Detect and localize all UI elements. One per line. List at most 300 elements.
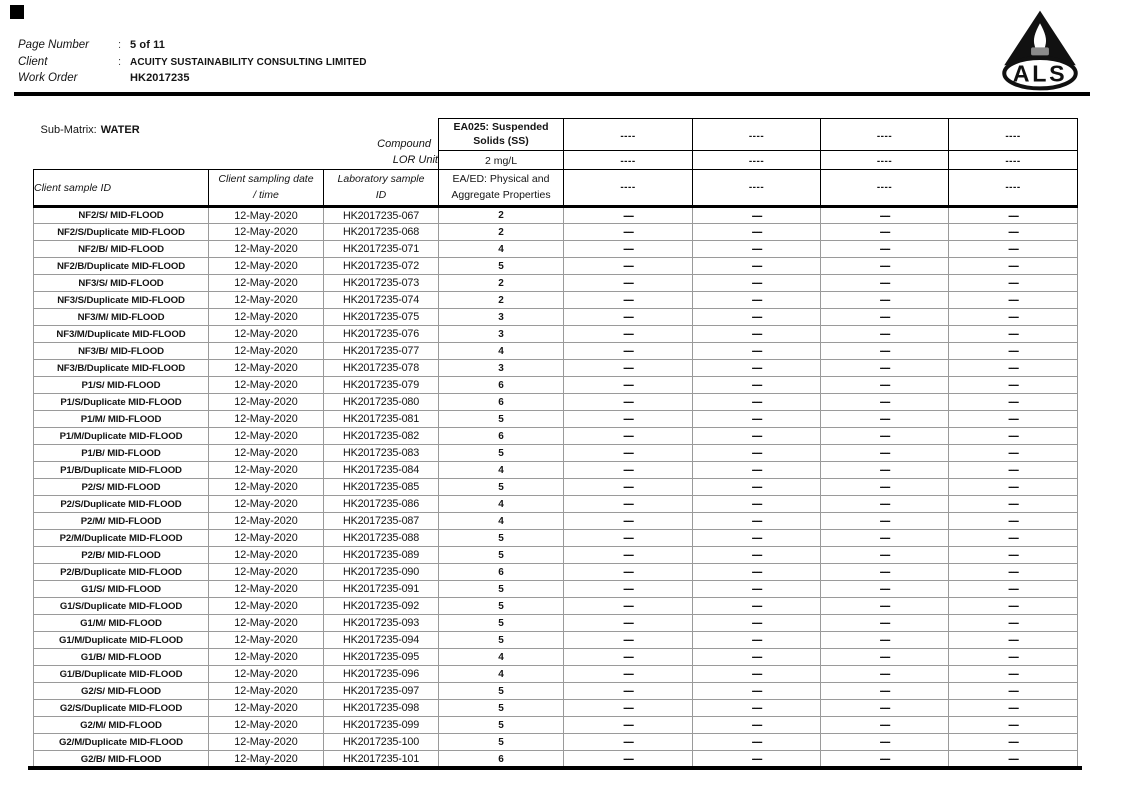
empty-result: ---- bbox=[949, 462, 1078, 479]
table-row bbox=[34, 309, 1078, 326]
client-sampling-date: 12-May-2020 bbox=[209, 649, 324, 666]
empty-result: ---- bbox=[949, 377, 1078, 394]
placeholder-dashes: ---- bbox=[620, 130, 636, 142]
empty-result: ---- bbox=[693, 479, 821, 496]
placeholder-dashes: ---- bbox=[748, 130, 765, 142]
empty-result: ---- bbox=[564, 445, 693, 462]
empty-result: ---- bbox=[821, 479, 949, 496]
empty-lor-unit bbox=[693, 151, 821, 170]
empty-result: ---- bbox=[693, 360, 821, 377]
laboratory-sample-id: HK2017235-097 bbox=[324, 683, 439, 700]
empty-result: ---- bbox=[949, 445, 1078, 462]
client-sampling-date: 12-May-2020 bbox=[209, 360, 324, 377]
suspended-solids-value: 3 bbox=[439, 326, 564, 343]
suspended-solids-value: 6 bbox=[439, 751, 564, 768]
table-row bbox=[34, 496, 1078, 513]
suspended-solids-value: 6 bbox=[439, 564, 564, 581]
empty-result: ---- bbox=[564, 275, 693, 292]
client-sample-id: G2/B/ MID-FLOOD bbox=[34, 751, 209, 768]
suspended-solids-value: 4 bbox=[439, 343, 564, 360]
empty-result: ---- bbox=[564, 309, 693, 326]
empty-result: ---- bbox=[949, 479, 1078, 496]
suspended-solids-value: 5 bbox=[439, 598, 564, 615]
empty-result: ---- bbox=[949, 632, 1078, 649]
table-row bbox=[34, 445, 1078, 462]
empty-result: ---- bbox=[821, 258, 949, 275]
suspended-solids-value: 5 bbox=[439, 258, 564, 275]
empty-result: ---- bbox=[564, 564, 693, 581]
separator: : bbox=[118, 39, 122, 51]
empty-lor-unit bbox=[821, 151, 949, 170]
client-sampling-date: 12-May-2020 bbox=[209, 564, 324, 581]
empty-result: ---- bbox=[693, 632, 821, 649]
scan-corner-mark bbox=[10, 5, 24, 19]
lor-unit-row bbox=[34, 151, 1078, 170]
client-sampling-date: 12-May-2020 bbox=[209, 615, 324, 632]
table-row bbox=[34, 649, 1078, 666]
empty-result: ---- bbox=[693, 445, 821, 462]
laboratory-sample-id: HK2017235-089 bbox=[324, 547, 439, 564]
laboratory-sample-id: HK2017235-079 bbox=[324, 377, 439, 394]
results-table bbox=[33, 118, 1078, 768]
empty-result: ---- bbox=[949, 581, 1078, 598]
empty-result: ---- bbox=[821, 241, 949, 258]
table-row bbox=[34, 717, 1078, 734]
empty-result: ---- bbox=[949, 343, 1078, 360]
suspended-solids-value: 4 bbox=[439, 462, 564, 479]
client-sampling-date: 12-May-2020 bbox=[209, 462, 324, 479]
method-line2: Aggregate Properties bbox=[451, 188, 551, 201]
suspended-solids-value: 2 bbox=[439, 207, 564, 224]
lab-id-line2: ID bbox=[375, 188, 387, 201]
empty-result: ---- bbox=[949, 292, 1078, 309]
client-sampling-date: 12-May-2020 bbox=[209, 445, 324, 462]
client-sampling-date: 12-May-2020 bbox=[209, 700, 324, 717]
empty-result: ---- bbox=[949, 598, 1078, 615]
compound-header-row bbox=[34, 119, 1078, 151]
empty-result: ---- bbox=[949, 275, 1078, 292]
client-sampling-date: 12-May-2020 bbox=[209, 224, 324, 241]
lor-unit-value: 2 mg/L bbox=[484, 155, 518, 167]
suspended-solids-value: 3 bbox=[439, 360, 564, 377]
empty-result: ---- bbox=[821, 530, 949, 547]
placeholder-dashes: ---- bbox=[748, 156, 765, 167]
client-sample-id: NF3/M/Duplicate MID-FLOOD bbox=[34, 326, 209, 343]
suspended-solids-value: 5 bbox=[439, 445, 564, 462]
empty-result: ---- bbox=[821, 394, 949, 411]
laboratory-sample-id: HK2017235-091 bbox=[324, 581, 439, 598]
table-row bbox=[34, 241, 1078, 258]
table-row bbox=[34, 326, 1078, 343]
table-row bbox=[34, 428, 1078, 445]
client-sampling-date: 12-May-2020 bbox=[209, 496, 324, 513]
empty-result: ---- bbox=[564, 411, 693, 428]
table-row bbox=[34, 632, 1078, 649]
page-number-row bbox=[18, 39, 367, 56]
laboratory-sample-id: HK2017235-078 bbox=[324, 360, 439, 377]
empty-result: ---- bbox=[693, 224, 821, 241]
laboratory-sample-id: HK2017235-082 bbox=[324, 428, 439, 445]
empty-result: ---- bbox=[564, 224, 693, 241]
laboratory-sample-id: HK2017235-080 bbox=[324, 394, 439, 411]
sampling-date-line2: / time bbox=[253, 188, 279, 201]
client-sample-id: NF3/S/ MID-FLOOD bbox=[34, 275, 209, 292]
placeholder-dashes: ---- bbox=[876, 130, 893, 142]
suspended-solids-value: 5 bbox=[439, 683, 564, 700]
lab-id-line1: Laboratory sample bbox=[337, 173, 425, 186]
lor-unit-row-label: LOR Unit bbox=[392, 153, 438, 166]
placeholder-dashes: ---- bbox=[620, 156, 636, 167]
laboratory-sample-id: HK2017235-095 bbox=[324, 649, 439, 666]
empty-result: ---- bbox=[693, 394, 821, 411]
empty-analyte-header bbox=[821, 119, 949, 151]
empty-result: ---- bbox=[693, 700, 821, 717]
header-divider-rule bbox=[14, 92, 1090, 96]
table-row bbox=[34, 377, 1078, 394]
empty-result: ---- bbox=[564, 360, 693, 377]
client-sampling-date: 12-May-2020 bbox=[209, 241, 324, 258]
empty-result: ---- bbox=[564, 632, 693, 649]
client-sample-id: NF2/S/ MID-FLOOD bbox=[34, 207, 209, 224]
client-sample-id: G1/S/ MID-FLOOD bbox=[34, 581, 209, 598]
empty-result: ---- bbox=[564, 377, 693, 394]
work-order-label: Work Order bbox=[18, 72, 78, 84]
placeholder-dashes: ---- bbox=[1005, 181, 1021, 193]
client-sample-id: G2/M/Duplicate MID-FLOOD bbox=[34, 734, 209, 751]
table-row bbox=[34, 734, 1078, 751]
table-row bbox=[34, 683, 1078, 700]
placeholder-dashes: ---- bbox=[876, 181, 893, 193]
laboratory-sample-id: HK2017235-090 bbox=[324, 564, 439, 581]
table-row bbox=[34, 666, 1078, 683]
empty-result: ---- bbox=[949, 700, 1078, 717]
empty-analyte-header bbox=[564, 119, 693, 151]
empty-result: ---- bbox=[693, 734, 821, 751]
empty-result: ---- bbox=[693, 598, 821, 615]
placeholder-dashes: ---- bbox=[876, 156, 893, 167]
client-sample-id: P2/B/ MID-FLOOD bbox=[34, 547, 209, 564]
method-line1: EA/ED: Physical and bbox=[452, 173, 550, 186]
suspended-solids-value: 2 bbox=[439, 224, 564, 241]
table-row bbox=[34, 411, 1078, 428]
laboratory-sample-id: HK2017235-071 bbox=[324, 241, 439, 258]
client-sampling-date: 12-May-2020 bbox=[209, 683, 324, 700]
laboratory-sample-id: HK2017235-094 bbox=[324, 632, 439, 649]
empty-result: ---- bbox=[821, 717, 949, 734]
client-sample-id: G1/B/Duplicate MID-FLOOD bbox=[34, 666, 209, 683]
empty-result: ---- bbox=[821, 564, 949, 581]
empty-result: ---- bbox=[693, 666, 821, 683]
work-order-value: HK2017235 bbox=[130, 72, 190, 84]
empty-result: ---- bbox=[821, 343, 949, 360]
empty-method-header bbox=[949, 170, 1078, 207]
suspended-solids-value: 5 bbox=[439, 411, 564, 428]
client-sampling-date: 12-May-2020 bbox=[209, 666, 324, 683]
suspended-solids-value: 5 bbox=[439, 530, 564, 547]
empty-method-header bbox=[821, 170, 949, 207]
empty-result: ---- bbox=[564, 326, 693, 343]
table-row bbox=[34, 258, 1078, 275]
empty-result: ---- bbox=[949, 717, 1078, 734]
empty-method-header bbox=[564, 170, 693, 207]
empty-result: ---- bbox=[949, 683, 1078, 700]
table-row bbox=[34, 224, 1078, 241]
empty-result: ---- bbox=[949, 513, 1078, 530]
client-sampling-date: 12-May-2020 bbox=[209, 632, 324, 649]
laboratory-sample-id: HK2017235-096 bbox=[324, 666, 439, 683]
empty-result: ---- bbox=[564, 598, 693, 615]
empty-analyte-header bbox=[693, 119, 821, 151]
analyte-name-line2: Solids (SS) bbox=[473, 134, 529, 147]
suspended-solids-value: 5 bbox=[439, 734, 564, 751]
client-sample-id: G1/M/Duplicate MID-FLOOD bbox=[34, 632, 209, 649]
empty-result: ---- bbox=[693, 241, 821, 258]
empty-result: ---- bbox=[693, 377, 821, 394]
laboratory-sample-id: HK2017235-081 bbox=[324, 411, 439, 428]
empty-result: ---- bbox=[949, 615, 1078, 632]
als-logo-text: ALS bbox=[1012, 60, 1068, 87]
suspended-solids-value: 5 bbox=[439, 615, 564, 632]
laboratory-sample-id: HK2017235-087 bbox=[324, 513, 439, 530]
laboratory-sample-id: HK2017235-085 bbox=[324, 479, 439, 496]
client-sampling-date: 12-May-2020 bbox=[209, 292, 324, 309]
empty-result: ---- bbox=[693, 717, 821, 734]
empty-result: ---- bbox=[564, 751, 693, 768]
col-header-client-sample-id: Client sample ID bbox=[34, 170, 209, 207]
table-row bbox=[34, 513, 1078, 530]
table-row bbox=[34, 462, 1078, 479]
empty-result: ---- bbox=[564, 258, 693, 275]
client-sample-id: P2/S/ MID-FLOOD bbox=[34, 479, 209, 496]
empty-result: ---- bbox=[821, 581, 949, 598]
empty-result: ---- bbox=[821, 462, 949, 479]
laboratory-sample-id: HK2017235-099 bbox=[324, 717, 439, 734]
suspended-solids-value: 5 bbox=[439, 547, 564, 564]
table-row bbox=[34, 564, 1078, 581]
empty-result: ---- bbox=[564, 479, 693, 496]
empty-result: ---- bbox=[821, 615, 949, 632]
client-sampling-date: 12-May-2020 bbox=[209, 717, 324, 734]
empty-result: ---- bbox=[564, 530, 693, 547]
client-sample-id: NF3/B/Duplicate MID-FLOOD bbox=[34, 360, 209, 377]
empty-result: ---- bbox=[693, 547, 821, 564]
method-group-header bbox=[439, 170, 564, 207]
empty-result: ---- bbox=[693, 649, 821, 666]
client-sampling-date: 12-May-2020 bbox=[209, 275, 324, 292]
table-bottom-rule bbox=[28, 766, 1082, 770]
empty-result: ---- bbox=[821, 309, 949, 326]
table-row bbox=[34, 275, 1078, 292]
als-logo-icon bbox=[995, 8, 1085, 92]
empty-result: ---- bbox=[949, 751, 1078, 768]
suspended-solids-value: 4 bbox=[439, 241, 564, 258]
empty-result: ---- bbox=[821, 632, 949, 649]
analyte-lor-unit bbox=[439, 151, 564, 170]
client-sampling-date: 12-May-2020 bbox=[209, 428, 324, 445]
client-sample-id: P1/S/ MID-FLOOD bbox=[34, 377, 209, 394]
empty-result: ---- bbox=[821, 547, 949, 564]
placeholder-dashes: ---- bbox=[1005, 130, 1021, 142]
client-sample-id: G2/S/Duplicate MID-FLOOD bbox=[34, 700, 209, 717]
analyte-column-header bbox=[439, 119, 564, 151]
empty-result: ---- bbox=[693, 530, 821, 547]
empty-result: ---- bbox=[821, 496, 949, 513]
empty-result: ---- bbox=[564, 513, 693, 530]
client-sample-id: G1/S/Duplicate MID-FLOOD bbox=[34, 598, 209, 615]
work-order-row bbox=[18, 72, 367, 89]
empty-result: ---- bbox=[693, 615, 821, 632]
laboratory-sample-id: HK2017235-101 bbox=[324, 751, 439, 768]
empty-result: ---- bbox=[949, 394, 1078, 411]
client-sampling-date: 12-May-2020 bbox=[209, 530, 324, 547]
client-sample-id: NF2/B/Duplicate MID-FLOOD bbox=[34, 258, 209, 275]
client-sampling-date: 12-May-2020 bbox=[209, 207, 324, 224]
empty-result: ---- bbox=[949, 649, 1078, 666]
client-sampling-date: 12-May-2020 bbox=[209, 377, 324, 394]
client-sampling-date: 12-May-2020 bbox=[209, 394, 324, 411]
empty-result: ---- bbox=[949, 207, 1078, 224]
table-row bbox=[34, 615, 1078, 632]
client-sample-id: NF2/B/ MID-FLOOD bbox=[34, 241, 209, 258]
table-row bbox=[34, 394, 1078, 411]
empty-result: ---- bbox=[949, 428, 1078, 445]
empty-result: ---- bbox=[821, 734, 949, 751]
table-row bbox=[34, 292, 1078, 309]
client-sampling-date: 12-May-2020 bbox=[209, 479, 324, 496]
page-header bbox=[18, 39, 367, 89]
empty-result: ---- bbox=[564, 700, 693, 717]
client-sample-id: P1/B/Duplicate MID-FLOOD bbox=[34, 462, 209, 479]
table-row bbox=[34, 360, 1078, 377]
empty-result: ---- bbox=[821, 360, 949, 377]
laboratory-sample-id: HK2017235-074 bbox=[324, 292, 439, 309]
client-sampling-date: 12-May-2020 bbox=[209, 513, 324, 530]
placeholder-dashes: ---- bbox=[748, 181, 765, 193]
table-row bbox=[34, 700, 1078, 717]
laboratory-sample-id: HK2017235-077 bbox=[324, 343, 439, 360]
table-row bbox=[34, 581, 1078, 598]
empty-result: ---- bbox=[821, 411, 949, 428]
client-sampling-date: 12-May-2020 bbox=[209, 751, 324, 768]
client-sampling-date: 12-May-2020 bbox=[209, 581, 324, 598]
empty-analyte-header bbox=[949, 119, 1078, 151]
empty-result: ---- bbox=[821, 275, 949, 292]
empty-result: ---- bbox=[821, 326, 949, 343]
analyte-name-line1: EA025: Suspended bbox=[453, 120, 549, 133]
page-number-label: Page Number bbox=[18, 39, 89, 51]
empty-result: ---- bbox=[821, 598, 949, 615]
suspended-solids-value: 6 bbox=[439, 428, 564, 445]
client-sampling-date: 12-May-2020 bbox=[209, 326, 324, 343]
empty-result: ---- bbox=[821, 428, 949, 445]
empty-result: ---- bbox=[949, 666, 1078, 683]
empty-result: ---- bbox=[949, 564, 1078, 581]
client-sample-id: P2/S/Duplicate MID-FLOOD bbox=[34, 496, 209, 513]
empty-result: ---- bbox=[693, 462, 821, 479]
suspended-solids-value: 5 bbox=[439, 717, 564, 734]
laboratory-sample-id: HK2017235-084 bbox=[324, 462, 439, 479]
empty-lor-unit bbox=[564, 151, 693, 170]
laboratory-sample-id: HK2017235-067 bbox=[324, 207, 439, 224]
table-row bbox=[34, 598, 1078, 615]
empty-result: ---- bbox=[564, 717, 693, 734]
suspended-solids-value: 6 bbox=[439, 394, 564, 411]
sub-matrix-label: Sub-Matrix: bbox=[40, 123, 97, 136]
empty-result: ---- bbox=[693, 751, 821, 768]
empty-result: ---- bbox=[821, 649, 949, 666]
suspended-solids-value: 4 bbox=[439, 649, 564, 666]
empty-result: ---- bbox=[564, 547, 693, 564]
empty-result: ---- bbox=[564, 649, 693, 666]
empty-result: ---- bbox=[693, 581, 821, 598]
laboratory-sample-id: HK2017235-072 bbox=[324, 258, 439, 275]
laboratory-sample-id: HK2017235-075 bbox=[324, 309, 439, 326]
empty-result: ---- bbox=[564, 496, 693, 513]
empty-result: ---- bbox=[564, 394, 693, 411]
compound-row-label: Compound bbox=[377, 137, 431, 150]
empty-result: ---- bbox=[821, 683, 949, 700]
table-row bbox=[34, 751, 1078, 768]
client-sample-id: P2/M/ MID-FLOOD bbox=[34, 513, 209, 530]
client-sample-id: G1/M/ MID-FLOOD bbox=[34, 615, 209, 632]
suspended-solids-value: 3 bbox=[439, 309, 564, 326]
empty-result: ---- bbox=[564, 666, 693, 683]
empty-result: ---- bbox=[949, 241, 1078, 258]
client-value: ACUITY SUSTAINABILITY CONSULTING LIMITED bbox=[130, 56, 367, 68]
client-label: Client bbox=[18, 55, 48, 68]
laboratory-sample-id: HK2017235-076 bbox=[324, 326, 439, 343]
empty-result: ---- bbox=[821, 445, 949, 462]
suspended-solids-value: 5 bbox=[439, 479, 564, 496]
table-row bbox=[34, 530, 1078, 547]
column-header-row bbox=[34, 170, 1078, 207]
empty-result: ---- bbox=[693, 683, 821, 700]
sampling-date-line1: Client sampling date bbox=[218, 173, 314, 186]
client-sample-id: P1/B/ MID-FLOOD bbox=[34, 445, 209, 462]
empty-result: ---- bbox=[564, 683, 693, 700]
empty-result: ---- bbox=[693, 309, 821, 326]
client-sample-id: P1/M/Duplicate MID-FLOOD bbox=[34, 428, 209, 445]
laboratory-sample-id: HK2017235-068 bbox=[324, 224, 439, 241]
client-sample-id: NF3/M/ MID-FLOOD bbox=[34, 309, 209, 326]
empty-result: ---- bbox=[564, 343, 693, 360]
client-sampling-date: 12-May-2020 bbox=[209, 343, 324, 360]
empty-result: ---- bbox=[693, 326, 821, 343]
suspended-solids-value: 6 bbox=[439, 377, 564, 394]
laboratory-sample-id: HK2017235-092 bbox=[324, 598, 439, 615]
empty-result: ---- bbox=[949, 547, 1078, 564]
suspended-solids-value: 4 bbox=[439, 496, 564, 513]
empty-method-header bbox=[693, 170, 821, 207]
laboratory-sample-id: HK2017235-088 bbox=[324, 530, 439, 547]
sub-matrix-cell bbox=[34, 119, 439, 151]
empty-result: ---- bbox=[949, 360, 1078, 377]
suspended-solids-value: 4 bbox=[439, 513, 564, 530]
empty-result: ---- bbox=[693, 258, 821, 275]
empty-result: ---- bbox=[949, 309, 1078, 326]
laboratory-sample-id: HK2017235-100 bbox=[324, 734, 439, 751]
empty-result: ---- bbox=[949, 496, 1078, 513]
suspended-solids-value: 2 bbox=[439, 275, 564, 292]
sub-matrix bbox=[41, 124, 140, 136]
empty-result: ---- bbox=[564, 428, 693, 445]
empty-result: ---- bbox=[949, 411, 1078, 428]
laboratory-sample-id: HK2017235-073 bbox=[324, 275, 439, 292]
empty-result: ---- bbox=[564, 581, 693, 598]
table-row bbox=[34, 343, 1078, 360]
table-row bbox=[34, 547, 1078, 564]
empty-result: ---- bbox=[693, 564, 821, 581]
